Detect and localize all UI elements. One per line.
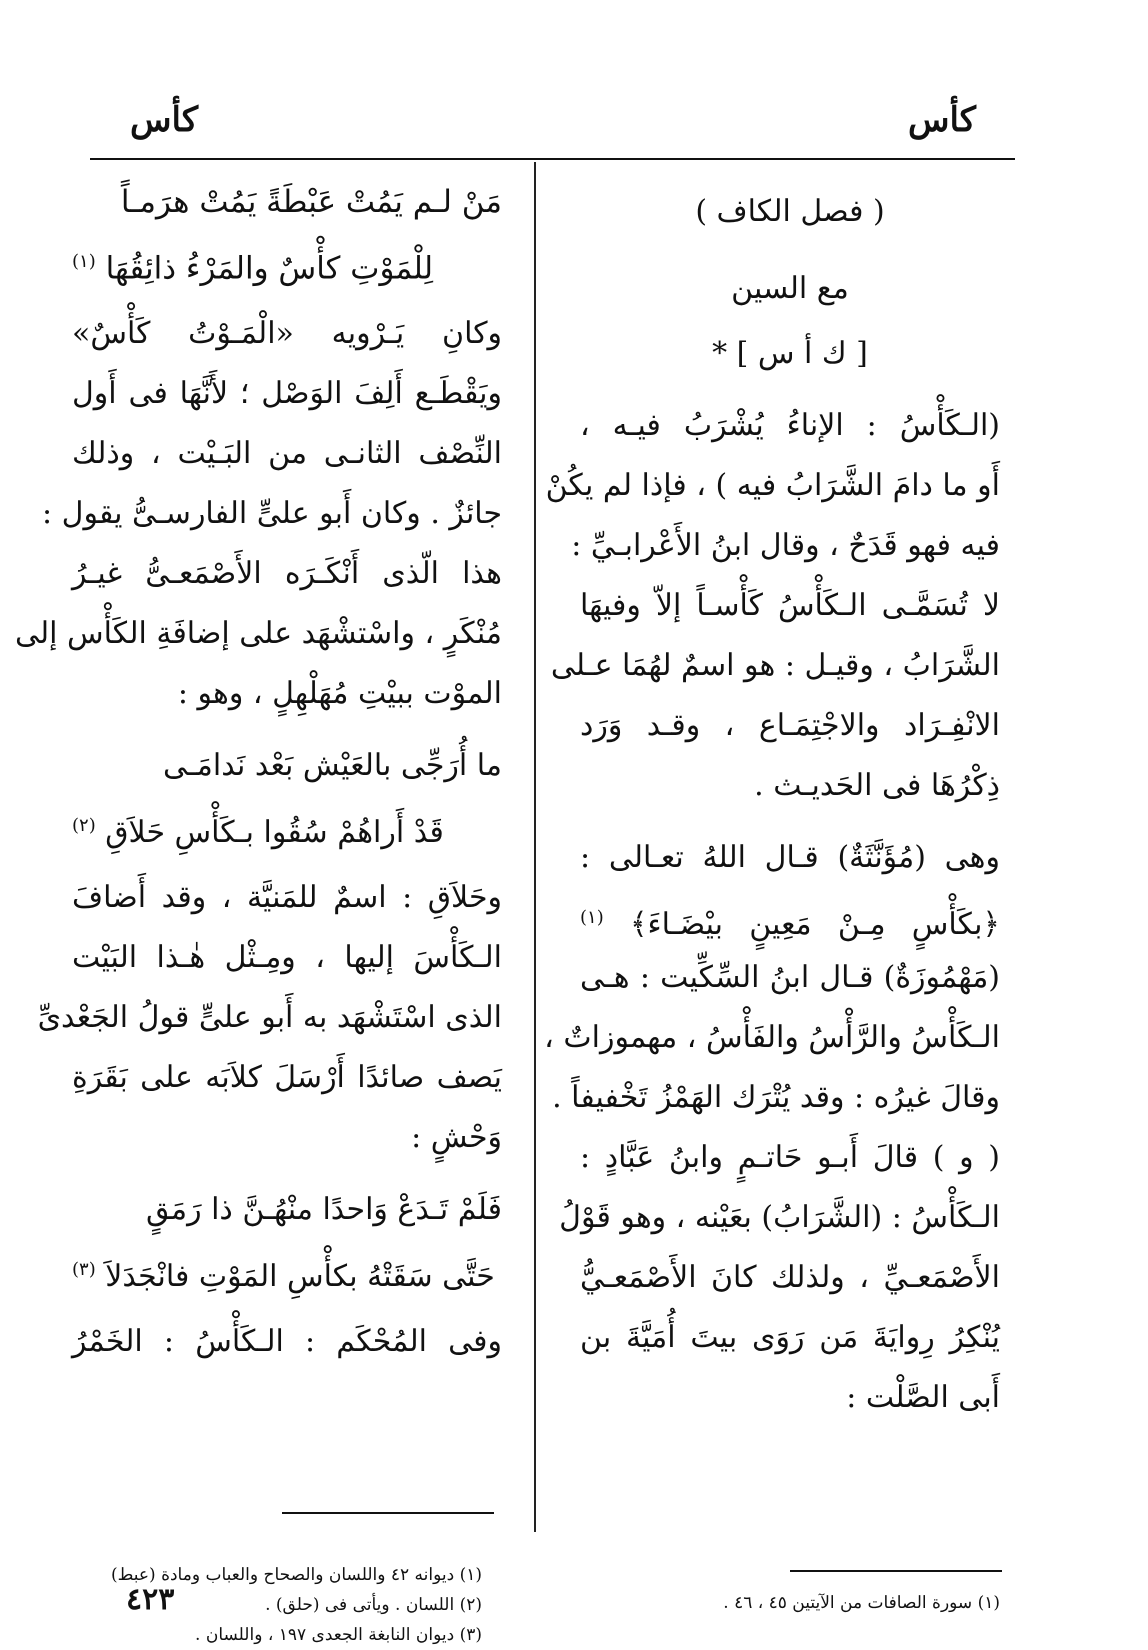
- paragraph-line: الذى اسْتَشْهَد به أَبو علىٍّ قولُ الجَعْدىِّ: [37, 1000, 502, 1035]
- left-column: [15, 172, 502, 1372]
- paragraph-line: وحَلاَقِ : اسمٌ للمَنيَّة ، وقد أَضافَ: [72, 880, 502, 915]
- verse-text: قَدْ أَراهُمْ سُقُوا بـكَأْسِ حَلاَقِ: [105, 815, 444, 850]
- paragraph-line: الانْفِـرَاد والاجْتِمَـاع ، وقـد وَرَد: [580, 708, 1000, 743]
- footnote-rule-left: [282, 1512, 494, 1514]
- page-number: ٤٢٣: [126, 1582, 175, 1617]
- paragraph-line: ( و ) قالَ أَبـو حَاتـمٍ وابنُ عَبَّادٍ :: [580, 1140, 1000, 1175]
- paragraph-line: ويَقْطَـع أَلِفَ الوَصْل ؛ لأَنَّهَا فى أَول: [72, 376, 502, 411]
- column-divider: [534, 162, 536, 1532]
- footnote-ref: (١): [580, 907, 604, 928]
- header-right-word: كأس: [907, 100, 976, 140]
- header-rule: [90, 158, 1015, 160]
- paragraph-line: الأَصْمَعـيِّ ، ولذلك كانَ الأَصْمَعـيُّ: [580, 1260, 1000, 1295]
- paragraph-line: لا تُسَمَّـى الـكَأْسُ كَأْسـاً إلاّ وفيهَا: [580, 588, 1000, 623]
- right-column: [544, 182, 1000, 1428]
- paragraph-line: (مَهْمُوزَةٌ) قـال ابنُ السِّكِّيت : هـى: [580, 960, 1000, 995]
- paragraph-line: ذِكْرُهَا فى الحَديـث .: [754, 768, 1000, 803]
- paragraph-line: جائزٌ . وكان أَبو علىٍّ الفارسـىُّ يقول :: [42, 496, 502, 531]
- verse-line: مَنْ لـم يَمُتْ عَبْطَةً يَمُتْ هرَمـاً: [120, 184, 502, 220]
- footnote: (١) ديوانه ٤٢ واللسان والصحاح والعباب ومادة (عبط): [111, 1565, 482, 1585]
- footnote-ref: (١): [72, 251, 96, 272]
- paragraph-line: فيه فهو قَدَحٌ ، وقال ابنُ الأَعْرابـيِّ :: [571, 528, 1000, 563]
- quran-verse-line: [580, 888, 1000, 948]
- verse-line: [72, 1240, 502, 1300]
- footnote: (٢) اللسان . ويأتى فى (حلق) .: [265, 1595, 482, 1615]
- verse-text: لِلْمَوْتِ كأْسٌ والمَرْءُ ذائِقُهَا: [105, 250, 434, 287]
- paragraph-line: أَو ما دامَ الشَّرَابُ فيه ) ، فإذا لم يكُنْ: [545, 468, 1000, 503]
- paragraph-line: الموْت ببيْتِ مُهَلْهِلٍ ، وهو :: [177, 676, 502, 711]
- verse-text: حَتَّى سَقَتْهُ بكأْسِ المَوْتِ فانْجَدَلاَ: [105, 1259, 495, 1294]
- paragraph-line: مُنْكَرٍ ، واسْتشْهَد على إضافَةِ الكَأْس إلى: [15, 616, 502, 651]
- footnote-rule-right: [790, 1570, 1002, 1572]
- paragraph-line: هذا الّذى أَنْكَـرَه الأَصْمَعـىُّ غيـرُ: [72, 556, 502, 591]
- footnote: (٣) ديوان النابغة الجعدى ١٩٧ ، واللسان .: [195, 1625, 482, 1645]
- verse-line: فَلَمْ تَـدَعْ وَاحدًا منْهُـنَّ ذا رَمَقٍ: [145, 1192, 502, 1227]
- paragraph-line: الشَّرَابُ ، وقيـل : هو اسمٌ لهُمَا عـلى: [550, 648, 1000, 683]
- paragraph-line: وهى (مُؤَنَّثَةٌ) قـال اللهُ تعـالى :: [580, 840, 1000, 875]
- verse-line: ما أُرَجِّى بالعَيْش بَعْد نَدامَـى: [163, 748, 502, 783]
- paragraph-line: الـكَأْسُ والرَّأْسُ والفَأْسُ ، مهموزاتٌ ،: [544, 1020, 1000, 1055]
- paragraph-line: يُنْكِرُ رِوايَةَ مَن رَوَى بيتَ أُمَيَّةَ بن: [580, 1320, 1000, 1355]
- paragraph-line: أَبى الصَّلْت :: [846, 1380, 1000, 1415]
- quran-verse-text: ﴿بكَأْسٍ مِـنْ مَعِينٍ بيْضَـاءَ﴾: [629, 907, 1000, 942]
- header-left-word: كأس: [130, 100, 199, 140]
- entry-root: [ ك أ س ] *: [712, 336, 868, 371]
- verse-line: [72, 232, 502, 292]
- footnote-ref: (٣): [72, 1259, 96, 1280]
- sub-title: مع السين: [731, 271, 849, 306]
- paragraph-line: وقالَ غيرُه : وقد يُتْرَك الهَمْزُ تَخْفيفاً .: [552, 1080, 1000, 1115]
- verse-line: [72, 796, 502, 856]
- paragraph-line: وفى المُحْكَم : الـكَأْسُ : الخَمْرُ: [72, 1324, 502, 1359]
- paragraph-line: يَصف صائدًا أَرْسَلَ كلاَبَه على بَقَرَةِ: [72, 1060, 502, 1095]
- paragraph-line: النِّصْف الثانـى من البَـيْت ، وذلك: [72, 436, 502, 471]
- footnotes-right: [580, 1588, 1000, 1618]
- section-title: ( فصل الكاف ): [695, 194, 885, 229]
- paragraph-line: الـكَأْسُ : (الشَّرَابُ) بعَيْنه ، وهو قَوْلُ: [559, 1200, 1000, 1235]
- paragraph-line: الـكَأْسَ إليها ، ومِـثْل هٰـذا البَيْت: [72, 940, 502, 975]
- footnote-ref: (٢): [72, 815, 96, 836]
- footnote: (١) سورة الصافات من الآيتين ٤٥ ، ٤٦ .: [723, 1593, 1000, 1613]
- paragraph-line: وَحْشٍ :: [411, 1120, 502, 1155]
- paragraph-line: وكانِ يَـرْويه «الْمَـوْتُ كَأْسٌ»: [72, 316, 502, 351]
- paragraph-line: (الـكَأْسُ : الإناءُ يُشْرَبُ فيـه ،: [580, 408, 1000, 443]
